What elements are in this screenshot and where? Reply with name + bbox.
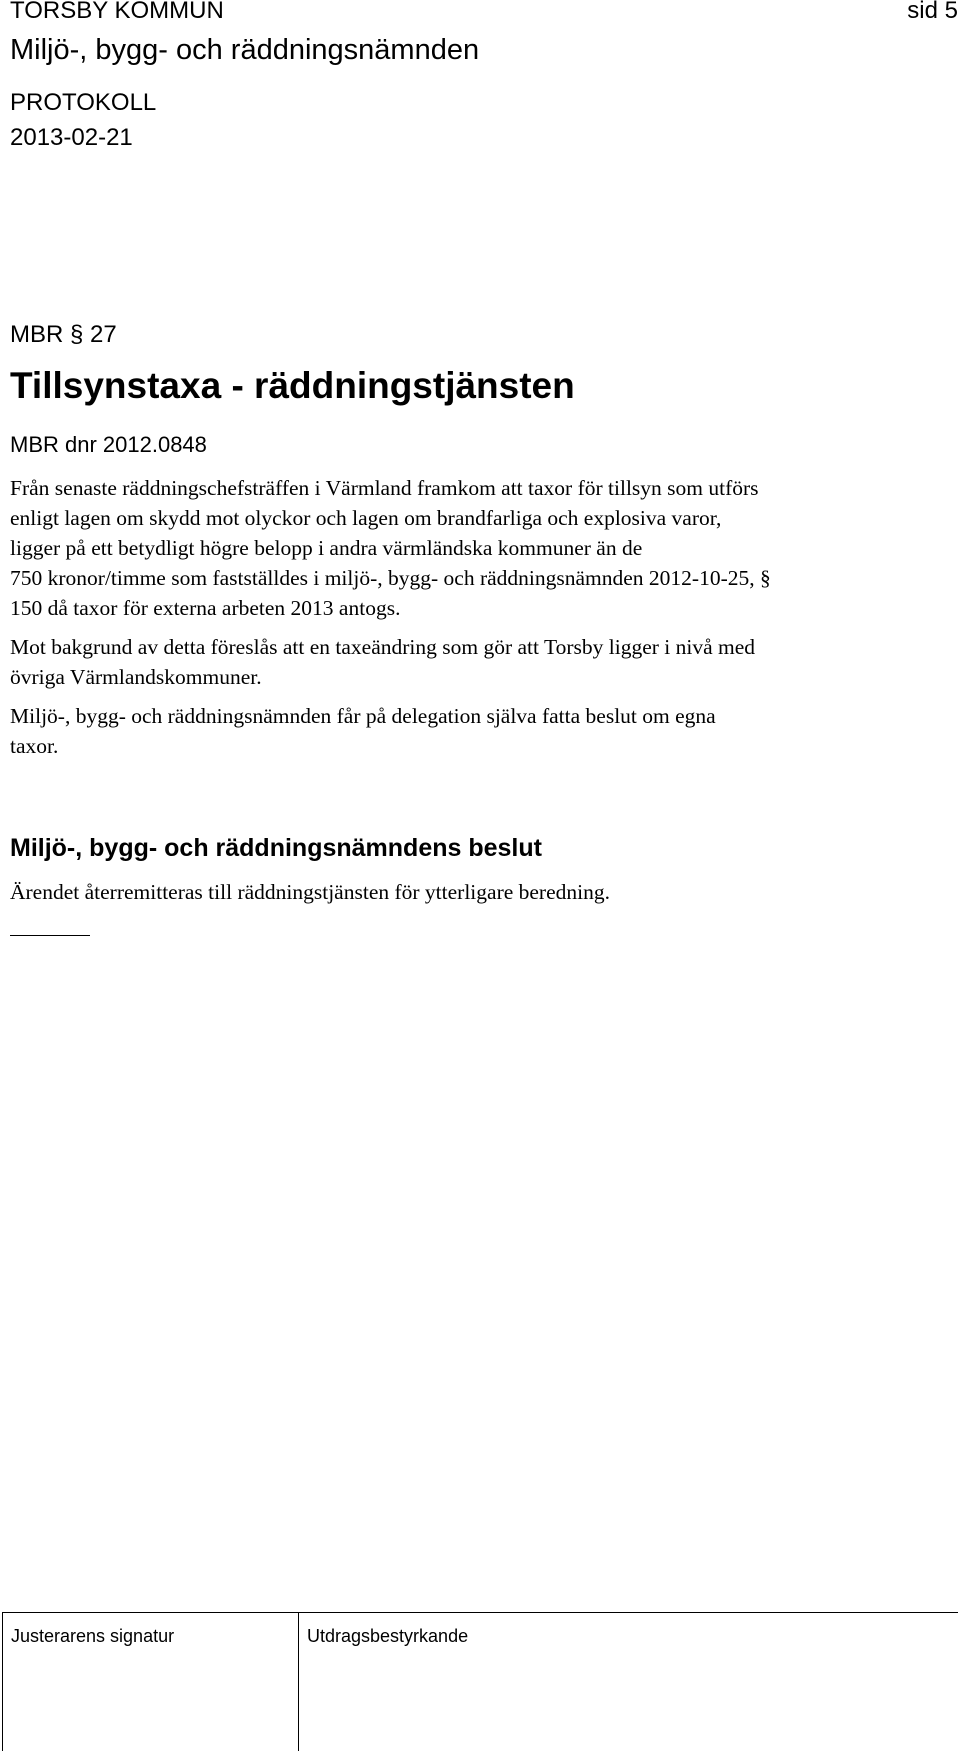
committee-name: Miljö-, bygg- och räddningsnämnden [10,34,480,66]
certification-cell [298,1613,959,1751]
certification-label: Utdragsbestyrkande [307,1626,469,1646]
body-paragraph-2 [10,632,958,692]
body-line: 150 då taxor för externa arbeten 2013 antogs. [10,596,401,620]
signature-footer [2,1612,958,1751]
document-date: 2013-02-21 [10,124,133,151]
end-rule-divider [10,935,90,936]
body-paragraph-3 [10,701,958,761]
signature-label: Justerarens signatur [11,1626,175,1646]
page-number: sid 5 [907,0,958,24]
body-line: Miljö-, bygg- och räddningsnämnden får på delegation själva fatta beslut om egna [10,704,716,728]
body-line: ligger på ett betydligt högre belopp i andra värmländska kommuner än de [10,536,643,560]
body-line: Mot bakgrund av detta föreslås att en taxeändring som gör att Torsby ligger i nivå med [10,635,756,659]
body-paragraph-1 [10,473,958,623]
body-line: 750 kronor/timme som fastställdes i miljö-, bygg- och räddningsnämnden 2012-10-25, § [10,566,771,590]
signature-cell [2,1613,298,1751]
case-body [10,473,958,770]
body-line: Från senaste räddningschefsträffen i Värmland framkom att taxor för tillsyn som utförs [10,476,759,500]
case-title: Tillsynstaxa - räddningstjänsten [10,365,575,406]
decision-text: Ärendet återremitteras till räddningstjänsten för ytterligare beredning. [10,880,610,904]
organization-name: TORSBY KOMMUN [10,0,224,24]
body-line: enligt lagen om skydd mot olyckor och lagen om brandfarliga och explosiva varor, [10,506,722,530]
body-line: övriga Värmlandskommuner. [10,665,262,689]
decision-heading: Miljö-, bygg- och räddningsnämndens beslut [10,834,542,862]
body-line: taxor. [10,734,59,758]
case-number: MBR dnr 2012.0848 [10,432,207,457]
paragraph-reference: MBR § 27 [10,321,117,348]
document-type: PROTOKOLL [10,89,157,116]
